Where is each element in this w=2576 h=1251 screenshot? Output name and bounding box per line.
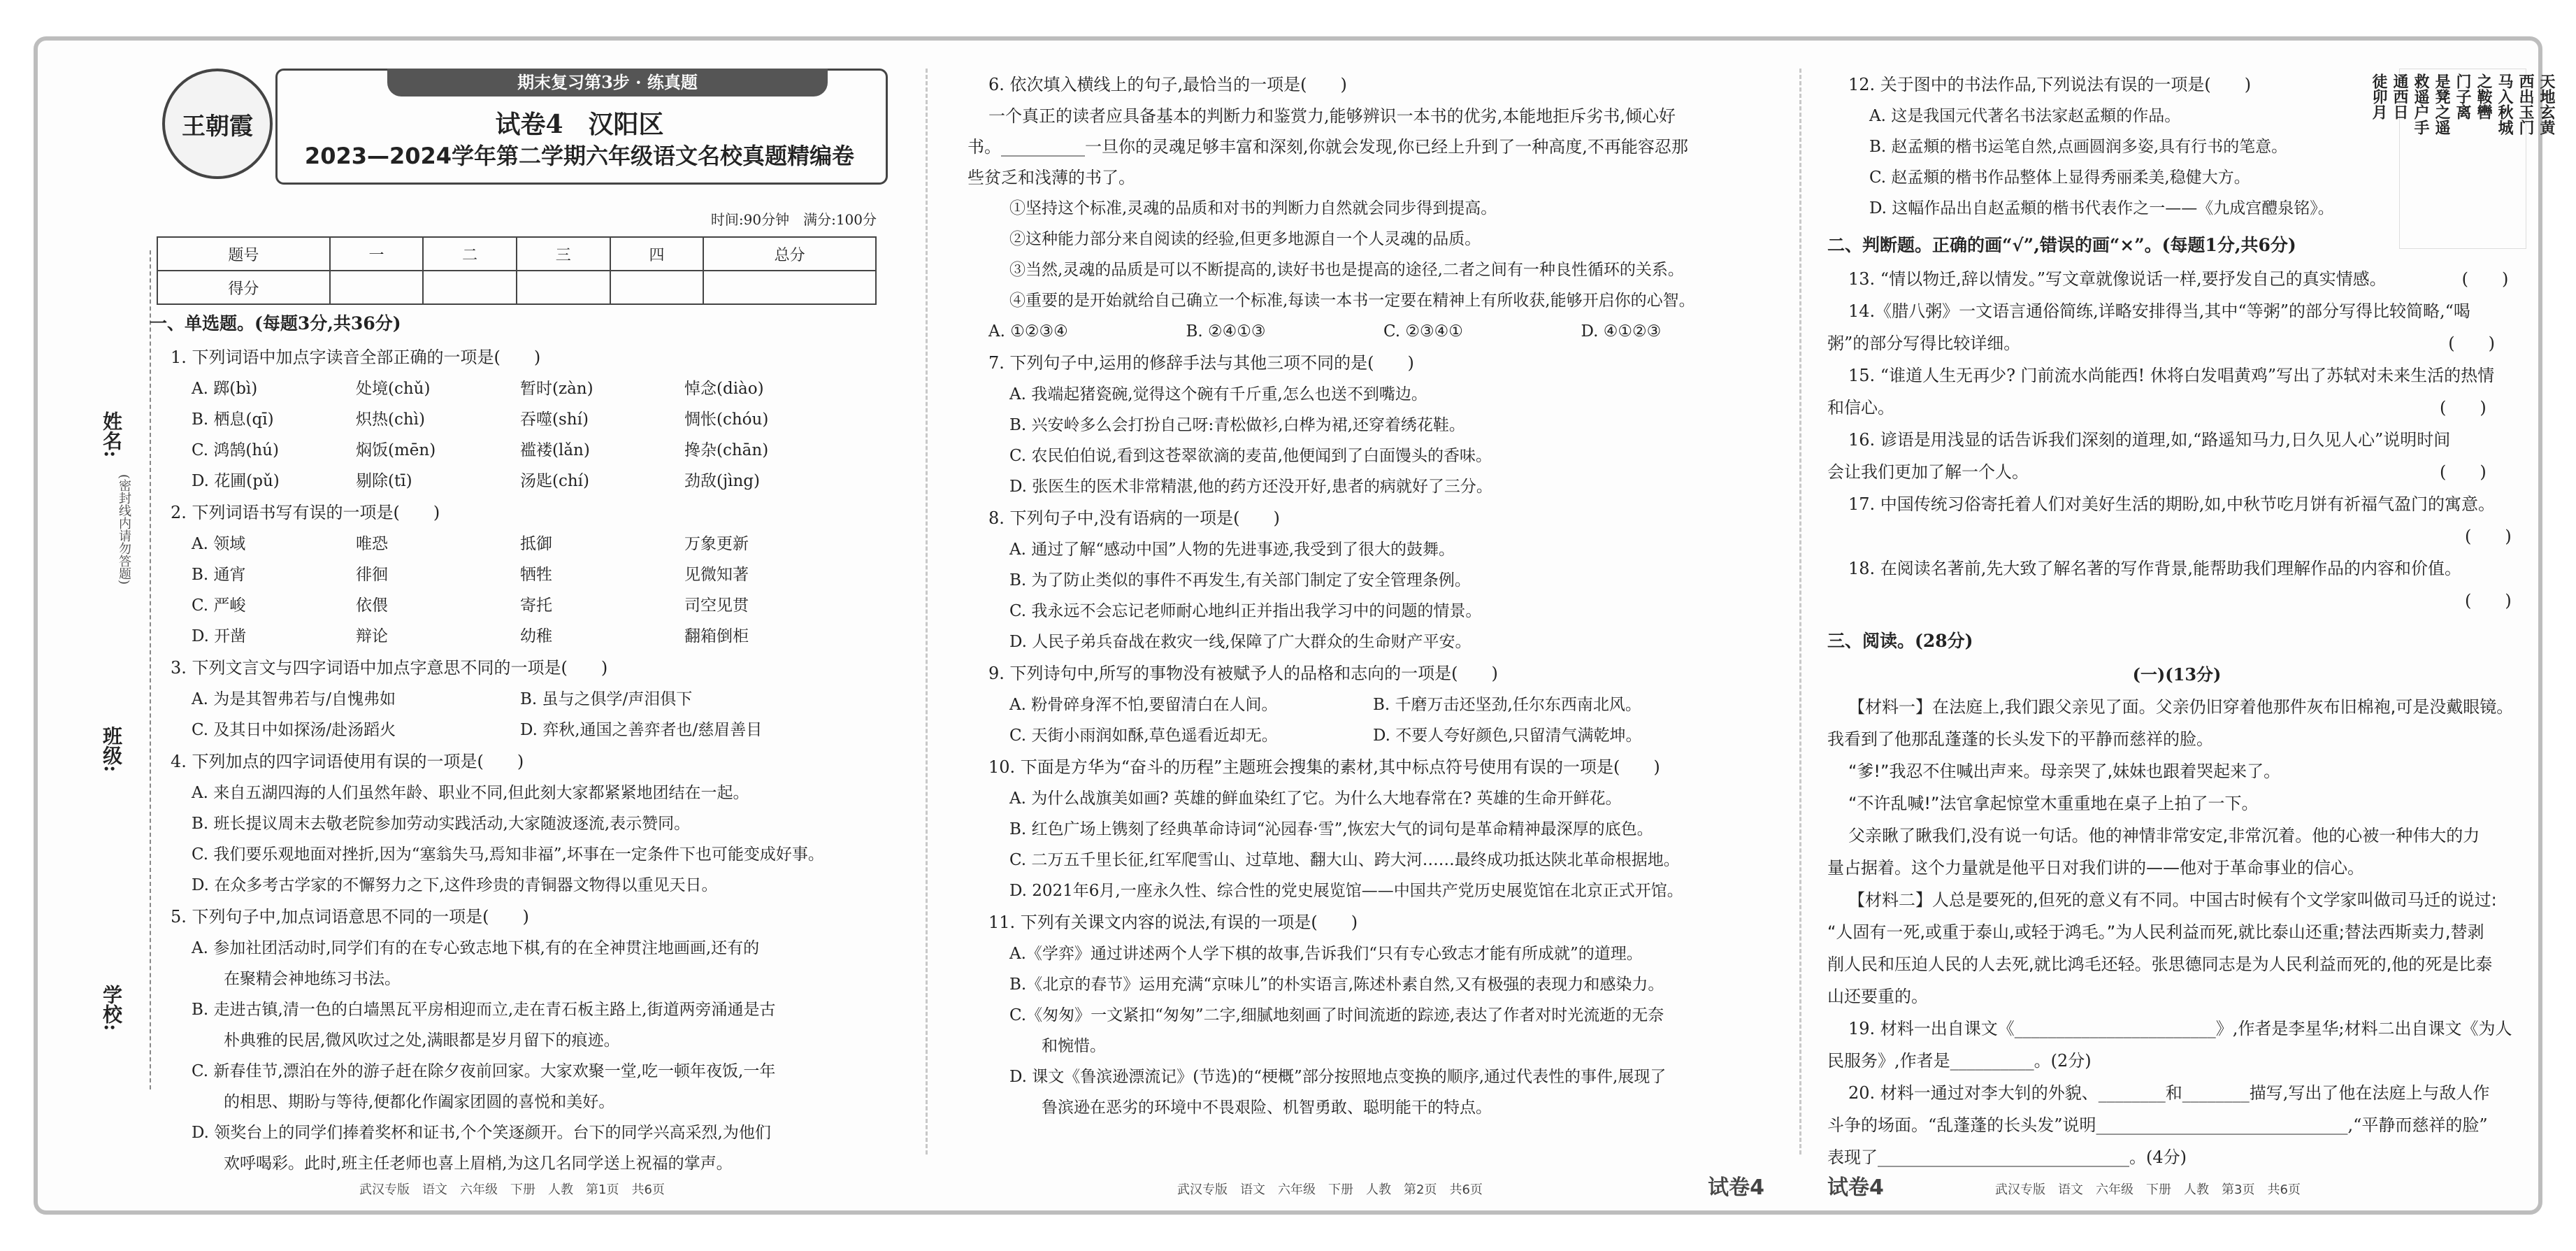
option: A. 踯(bì) (192, 380, 258, 398)
option: 在聚精会神地练习书法。 (192, 970, 401, 988)
option: D. 领奖台上的同学们捧着奖杯和证书,个个笑逐颜开。台下的同学兴高采烈,为他们 (192, 1124, 771, 1142)
option: 暂时(zàn) (520, 380, 593, 398)
option: 和惋惜。 (1009, 1037, 1106, 1055)
option: 吞噬(shí) (520, 410, 589, 429)
option: D. 张医生的医术非常精湛,他的药方还没开好,患者的病就好了三分。 (1009, 478, 1492, 496)
option: 抵御 (520, 535, 552, 553)
option: C. 二万五千里长征,红军爬雪山、过草地、翻大山、跨大河……最终成功抵达陕北革命根据地。 (1009, 851, 1680, 869)
page-footer: 武汉专版 语文 六年级 下册 人教 第3页 共6页 (1995, 1182, 2301, 1197)
option: A. 为什么战旗美如画? 英雄的鲜血染红了它。为什么大地春常在? 英雄的生命开鲜花。 (1009, 789, 1622, 808)
score-header: 四 (610, 237, 704, 271)
option: A. 这是我国元代著名书法家赵孟頫的作品。 (1869, 107, 2181, 125)
paper-subtitle: 2023—2024学年第二学期六年级语文名校真题精编卷 (304, 143, 855, 169)
material-line: 削人民和压迫人民的人去死,就比鸿毛还轻。张思德同志是为人民利益而死的,他的死是比泰 (1827, 955, 2493, 974)
option: A. 参加社团活动时,同学们有的在专心致志地下棋,有的在全神贯注地画画,还有的 (192, 939, 760, 957)
option: 辩论 (356, 627, 388, 645)
calligraphy-column: 西出玉门 (2517, 73, 2535, 135)
calligraphy-column: 救遥户手 (2412, 73, 2430, 135)
page-footer: 武汉专版 语文 六年级 下册 人教 第1页 共6页 (359, 1182, 665, 1197)
review-step-banner: 期末复习第3步 · 练真题 (387, 69, 828, 96)
paper-tag: 试卷4 (1708, 1175, 1764, 1200)
calligraphy-image (2370, 69, 2556, 249)
question-19-cont: 民服务》,作者是__________。(2分) (1827, 1051, 2092, 1071)
calligraphy-column: 之鞍轡 (2475, 73, 2493, 120)
option: D. 弈秋,通国之善弈者也/慈眉善目 (520, 721, 763, 739)
question-4: 4. 下列加点的四字词语使用有误的一项是( ) (171, 752, 524, 771)
calligraphy-column: 是凳之遥 (2433, 73, 2451, 135)
option: B. ②④①③ (1186, 322, 1266, 341)
option: A. 通过了解“感动中国”人物的先进事迹,我受到了很大的鼓舞。 (1009, 541, 1455, 559)
score-row-label: 得分 (157, 271, 330, 304)
option: C.《匆匆》一文紧扣“匆匆”二字,细腻地刻画了时间流逝的踪迹,表达了作者对时光流逝的无奈 (1009, 1006, 1664, 1024)
passage-line: 书。__________一旦你的灵魂足够丰富和深刻,你就会发现,你已经上升到了一种高度,不再能容忍那 (967, 137, 1688, 157)
option: 寄托 (520, 596, 552, 615)
option: D. 人民子弟兵奋战在救灾一线,保障了广大群众的生命财产平安。 (1009, 633, 1472, 651)
page-1 (150, 69, 884, 1197)
score-table (157, 236, 877, 305)
option: A. 粉骨碎身浑不怕,要留清白在人间。 (1009, 696, 1278, 714)
option: A. 我端起猪瓷碗,觉得这个碗有千斤重,怎么也送不到嘴边。 (1009, 385, 1427, 403)
score-cell[interactable] (610, 271, 704, 304)
question-9: 9. 下列诗句中,所写的事物没有被赋予人的品格和志向的一项是( ) (988, 664, 1498, 683)
option: B. 兴安岭多么会打扮自己呀:青松做衫,白桦为裙,还穿着绣花鞋。 (1009, 416, 1465, 434)
option: A. ①②③④ (988, 322, 1068, 341)
question-7: 7. 下列句子中,运用的修辞手法与其他三项不同的是( ) (988, 353, 1414, 373)
option: A. 为是其智弗若与/自愧弗如 (192, 690, 396, 708)
option: C. 我们要乐观地面对挫折,因为“塞翁失马,焉知非福”,坏事在一定条件下也可能变成好事。 (192, 845, 824, 864)
option: B. 通宵 (192, 566, 246, 584)
sentence-item: ④重要的是开始就给自己确立一个标准,每读一本书一定要在精神上有所收获,能够开启你的心智。 (1009, 292, 1695, 310)
score-cell[interactable] (330, 271, 424, 304)
option: B. 千磨万击还坚劲,任尔东西南北风。 (1373, 696, 1641, 714)
option: B. 赵孟頫的楷书运笔自然,点画圆润多姿,具有行书的笔意。 (1869, 138, 2288, 156)
section-title: 三、阅读。(28分) (1827, 631, 1973, 651)
question-6: 6. 依次填入横线上的句子,最恰当的一项是( ) (988, 75, 1347, 94)
score-header: 三 (517, 237, 610, 271)
option: 焖饭(mēn) (356, 441, 436, 459)
option: 的相思、期盼与等待,便都化作阖家团圆的喜悦和美好。 (192, 1093, 615, 1111)
option: B. 走进古镇,清一色的白墙黑瓦平房相迎而立,走在青石板主路上,街道两旁涌通是古 (192, 1001, 776, 1019)
question-19: 19. 材料一出自课文《________________________》,作者是李星华;材料二出自课文《为人 (1848, 1019, 2512, 1038)
option: C. ②③④① (1383, 322, 1463, 341)
calligraphy-column: 门子离 (2454, 73, 2472, 120)
page-divider (926, 69, 928, 1155)
option: C. 农民伯伯说,看到这苍翠欲滴的麦苗,他便闻到了白面馒头的香味。 (1009, 447, 1492, 465)
option: C. 天街小雨润如酥,草色遥看近却无。 (1009, 727, 1278, 745)
option: 幼稚 (520, 627, 552, 645)
score-header: 一 (330, 237, 424, 271)
material-line: 【材料二】人总是要死的,但死的意义有不同。中国古时候有个文学家叫做司马迁的说过: (1848, 890, 2497, 910)
option: B. 红色广场上镌刻了经典革命诗词“沁园春·雪”,恢宏大气的词句是革命精神最深厚的底色。 (1009, 820, 1653, 838)
question-8: 8. 下列句子中,没有语病的一项是( ) (988, 508, 1280, 528)
option: 处境(chǔ) (356, 380, 431, 398)
option: D. 这幅作品出自赵孟頫的楷书代表作之一——《九成宫醴泉铭》。 (1869, 199, 2334, 217)
score-cell[interactable] (423, 271, 517, 304)
option: 万象更新 (684, 535, 749, 553)
section-title: 二、判断题。正确的画“√”,错误的画“×”。(每题1分,共6分) (1827, 235, 2296, 255)
option: 剔除(tī) (356, 472, 412, 490)
material-line: 【材料一】在法庭上,我们跟父亲见了面。父亲仍旧穿着他那件灰布旧棉袍,可是没戴眼镜。 (1848, 697, 2514, 717)
judge-line: ( ) (1827, 591, 2512, 610)
name-label: 姓名: (100, 411, 123, 458)
calligraphy-column: 徒卯月 (2370, 73, 2388, 120)
option: 唯恐 (356, 535, 388, 553)
section-title: 一、单选题。(每题3分,共36分) (150, 313, 401, 334)
option: 朴典雅的民居,微风吹过之处,满眼都是岁月留下的痕迹。 (192, 1031, 620, 1050)
publisher-logo: 王朝霞 (162, 69, 273, 179)
option: B. 为了防止类似的事件不再发生,有关部门制定了安全管理条例。 (1009, 571, 1471, 589)
material-line: 我看到了他那乱蓬蓬的长头发下的平静而慈祥的脸。 (1827, 729, 2213, 749)
exam-sheet (34, 36, 2556, 1215)
option: 欢呼喝彩。此时,班主任老师也喜上眉梢,为这几名同学送上祝福的掌声。 (192, 1155, 733, 1173)
judge-line: 13. “情以物迁,辞以情发。”写文章就像说话一样,要抒发自己的真实情感。 ( ) (1848, 269, 2509, 289)
option: B. 虽与之俱学/声泪俱下 (520, 690, 693, 708)
score-header: 题号 (157, 237, 330, 271)
material-line: 山还要重的。 (1827, 987, 1928, 1006)
question-20-cont: 表现了______________________________。(4分) (1827, 1148, 2187, 1167)
option: D. 不要人夸好颜色,只留清气满乾坤。 (1373, 727, 1642, 745)
option: 牺牲 (520, 566, 552, 584)
material-line: 父亲瞅了瞅我们,没有说一句话。他的神情非常安定,非常沉着。他的心被一种伟大的力 (1848, 826, 2480, 845)
material-line: “爹!”我忍不住喊出声来。母亲哭了,妹妹也跟着哭起来了。 (1848, 762, 2281, 781)
page-divider (1799, 69, 1801, 1155)
page-3 (1827, 69, 2556, 1200)
material-line: 量占据着。这个力量就是他平日对我们讲的——他对于革命事业的信心。 (1827, 858, 2364, 878)
score-cell[interactable] (703, 271, 876, 304)
question-20: 20. 材料一通过对李大钊的外貌、________和________描写,写出了他在法庭上与敌人作 (1848, 1083, 2490, 1103)
sentence-item: ①坚持这个标准,灵魂的品质和对书的判断力自然就会同步得到提高。 (1009, 199, 1497, 217)
judge-line: 会让我们更加了解一个人。 ( ) (1827, 462, 2487, 482)
question-5: 5. 下列句子中,加点词语意思不同的一项是( ) (171, 907, 529, 927)
option: D. 花圃(pǔ) (192, 472, 280, 490)
option: C. 鸿鹄(hú) (192, 441, 279, 459)
option: C. 我永远不会忘记老师耐心地纠正并指出我学习中的问题的情景。 (1009, 602, 1482, 620)
option: B. 栖息(qī) (192, 410, 274, 429)
paper-tag: 试卷4 (1827, 1175, 1884, 1200)
option: B. 班长提议周末去敬老院参加劳动实践活动,大家随波逐流,表示赞同。 (192, 815, 691, 833)
sentence-item: ②这种能力部分来自阅读的经验,但更多地源自一个人灵魂的品质。 (1009, 230, 1481, 248)
option: C. 赵孟頫的楷书作品整体上显得秀丽柔美,稳健大方。 (1869, 169, 2250, 187)
option: 炽热(chì) (356, 410, 425, 429)
seal-line-note: (密封线内请勿答题) (117, 474, 131, 585)
judge-line: 15. “谁道人生无再少? 门前流水尚能西! 休将白发唱黄鸡”写出了苏轼对未来生活的热情 (1848, 366, 2495, 385)
option: 鲁滨逊在恶劣的环境中不畏艰险、机智勇敢、聪明能干的特点。 (1009, 1099, 1492, 1117)
judge-line: 18. 在阅读名著前,先大致了解名著的写作背景,能帮助我们理解作品的内容和价值。 (1848, 559, 2462, 578)
option: D. 2021年6月,一座永久性、综合性的党史展览馆——中国共产党历史展览馆在北京正式开馆。 (1009, 882, 1683, 900)
option: D. 在众多考古学家的不懈努力之下,这件珍贵的青铜器文物得以重见天日。 (192, 876, 718, 894)
paper-title: 试卷4 汉阳区 (495, 110, 664, 139)
question-11: 11. 下列有关课文内容的说法,有误的一项是( ) (988, 913, 1358, 932)
option: 悼念(diào) (684, 380, 764, 398)
question-3: 3. 下列文言文与四字词语中加点字意思不同的一项是( ) (171, 658, 608, 678)
class-label: 班级: (100, 726, 123, 773)
subsection-title: (一)(13分) (2132, 664, 2222, 685)
option: 汤匙(chí) (520, 472, 589, 490)
judge-line: 粥”的部分写得比较详细。 ( ) (1827, 334, 2495, 353)
question-1: 1. 下列词语中加点字读音全部正确的一项是( ) (171, 348, 541, 367)
school-label: 学校: (100, 985, 123, 1031)
option: D. 开凿 (192, 627, 247, 645)
binding-margin (76, 250, 139, 1089)
sentence-item: ③当然,灵魂的品质是可以不断提高的,读好书也是提高的途径,二者之间有一种良性循环的关系。 (1009, 261, 1684, 279)
option: A.《学弈》通过讲述两个人学下棋的故事,告诉我们“只有专心致志才能有所成就”的道理。 (1009, 945, 1643, 963)
option: B.《北京的春节》运用充满“京味儿”的朴实语言,陈述朴素自然,又有极强的表现力和感染力。 (1009, 975, 1664, 994)
score-header: 总分 (703, 237, 876, 271)
option: 见微知著 (684, 566, 749, 584)
judge-line: 和信心。 ( ) (1827, 398, 2487, 417)
judge-line: 17. 中国传统习俗寄托着人们对美好生活的期盼,如,中秋节吃月饼有祈福气盈门的寓意。 (1848, 494, 2496, 514)
time-and-score-info: 时间:90分钟 满分:100分 (710, 211, 877, 228)
option: 搀杂(chān) (684, 441, 769, 459)
score-cell[interactable] (517, 271, 610, 304)
option: A. 领域 (192, 535, 246, 553)
passage-line: 一个真正的读者应具备基本的判断力和鉴赏力,能够辨识一本书的优劣,本能地拒斥劣书,倾心好 (988, 106, 1676, 126)
question-12: 12. 关于图中的书法作品,下列说法有误的一项是( ) (1848, 75, 2252, 94)
paper-header (150, 69, 884, 298)
judge-line: ( ) (1827, 527, 2512, 546)
option: C. 新春佳节,漂泊在外的游子赶在除夕夜前回家。大家欢聚一堂,吃一顿年夜饭,一年 (192, 1062, 776, 1080)
option: 惆怅(chóu) (684, 410, 769, 429)
option: A. 来自五湖四海的人们虽然年龄、职业不同,但此刻大家都紧紧地团结在一起。 (192, 784, 749, 802)
judge-line: 14.《腊八粥》一文语言通俗简练,详略安排得当,其中“等粥”的部分写得比较简略,“喝 (1848, 301, 2470, 321)
score-header: 二 (423, 237, 517, 271)
option: 翻箱倒柜 (684, 627, 749, 645)
option: 依偎 (356, 596, 388, 615)
material-line: “人固有一死,或重于泰山,或轻于鸿毛。”为人民利益而死,就比泰山还重;替法西斯卖力,替剥 (1827, 922, 2484, 942)
page-2 (967, 69, 1778, 1200)
calligraphy-column: 马入秋城 (2496, 73, 2514, 135)
option: C. 及其日中如探汤/赴汤蹈火 (192, 721, 396, 739)
option: D. ④①②③ (1581, 322, 1662, 341)
option: 褴褛(lǎn) (520, 441, 590, 459)
question-2: 2. 下列词语书写有误的一项是( ) (171, 503, 440, 522)
option: 司空见贯 (684, 596, 749, 615)
calligraphy-column: 天地玄黄 (2538, 73, 2556, 135)
question-10: 10. 下面是方华为“奋斗的历程”主题班会搜集的素材,其中标点符号使用有误的一项是( ) (988, 757, 1660, 777)
material-line: “不许乱喊!”法官拿起惊堂木重重地在桌子上拍了一下。 (1848, 794, 2259, 813)
passage-line: 些贫乏和浅薄的书了。 (967, 168, 1135, 187)
option: 徘徊 (356, 566, 388, 584)
calligraphy-column: 通西日 (2391, 73, 2409, 120)
option: D. 课文《鲁滨逊漂流记》(节选)的“梗概”部分按照地点变换的顺序,通过代表性的事件,展现了 (1009, 1068, 1667, 1086)
question-20-cont: 斗争的场面。“乱蓬蓬的长头发”说明______________________________,“平静而慈祥的脸” (1827, 1115, 2488, 1135)
page-footer: 武汉专版 语文 六年级 下册 人教 第2页 共6页 (1177, 1182, 1483, 1197)
option: C. 严峻 (192, 596, 246, 615)
option: 劲敌(jìng) (684, 472, 760, 490)
judge-line: 16. 谚语是用浅显的话告诉我们深刻的道理,如,“路遥知马力,日久见人心”说明时间 (1848, 430, 2451, 450)
